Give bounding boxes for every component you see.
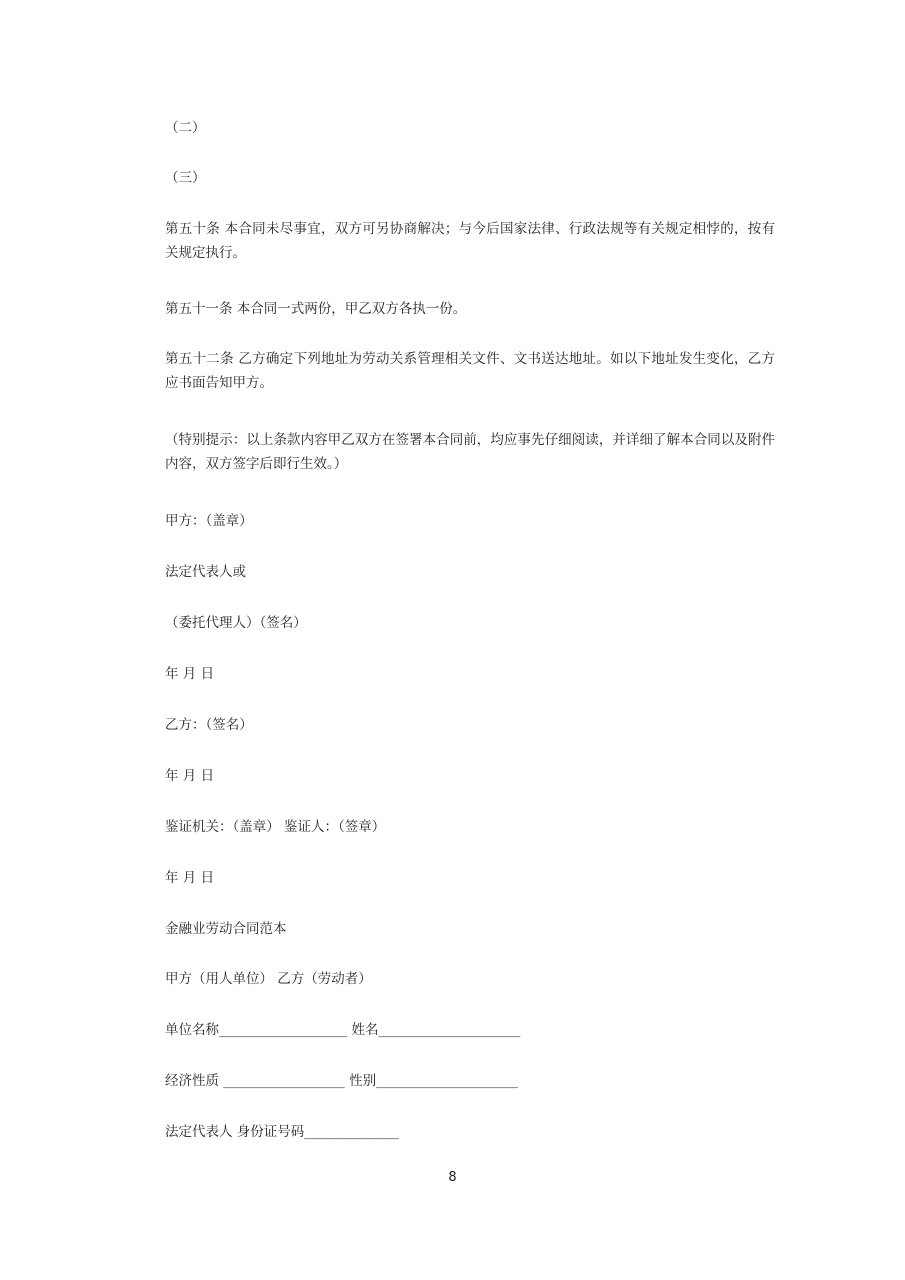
article-52: 第五十二条 乙方确定下列地址为劳动关系管理相关文件、文书送达地址。如以下地址发生变化，乙方应书面告知甲方。 xyxy=(165,351,775,391)
item-three: （三） xyxy=(165,170,206,186)
article-51: 第五十一条 本合同一式两份，甲乙双方各执一份。 xyxy=(165,301,467,317)
template-title: 金融业劳动合同范本 xyxy=(165,921,287,937)
page-number: 8 xyxy=(448,1170,457,1185)
parties-header: 甲方（用人单位） 乙方（劳动者） xyxy=(165,971,372,987)
economic-nature-field: 经济性质 __________________ 性别_____________________ xyxy=(165,1073,518,1089)
special-notice: （特别提示：以上条款内容甲乙双方在签署本合同前，均应事先仔细阅读，并详细了解本合同以及附件内容，双方签字后即行生效。） xyxy=(165,432,775,472)
authorized-agent-signature: （委托代理人）（签名） xyxy=(165,615,307,631)
id-number-field: 法定代表人 身份证号码______________ xyxy=(165,1124,399,1140)
party-b-signature: 乙方：（签名） xyxy=(165,717,253,733)
verification-line: 鉴证机关：（盖章） 鉴证人：（签章） xyxy=(165,819,386,835)
date-line-3: 年 月 日 xyxy=(165,870,215,886)
article-50: 第五十条 本合同未尽事宜，双方可另协商解决；与今后国家法律、行政法规等有关规定相悖的，按有关规定执行。 xyxy=(165,221,775,261)
legal-representative: 法定代表人或 xyxy=(165,564,246,580)
item-two: （二） xyxy=(165,120,206,136)
date-line-1: 年 月 日 xyxy=(165,666,215,682)
unit-name-field: 单位名称___________________ 姓名_____________________ xyxy=(165,1022,521,1038)
party-a-seal: 甲方：（盖章） xyxy=(165,513,253,529)
date-line-2: 年 月 日 xyxy=(165,768,215,784)
